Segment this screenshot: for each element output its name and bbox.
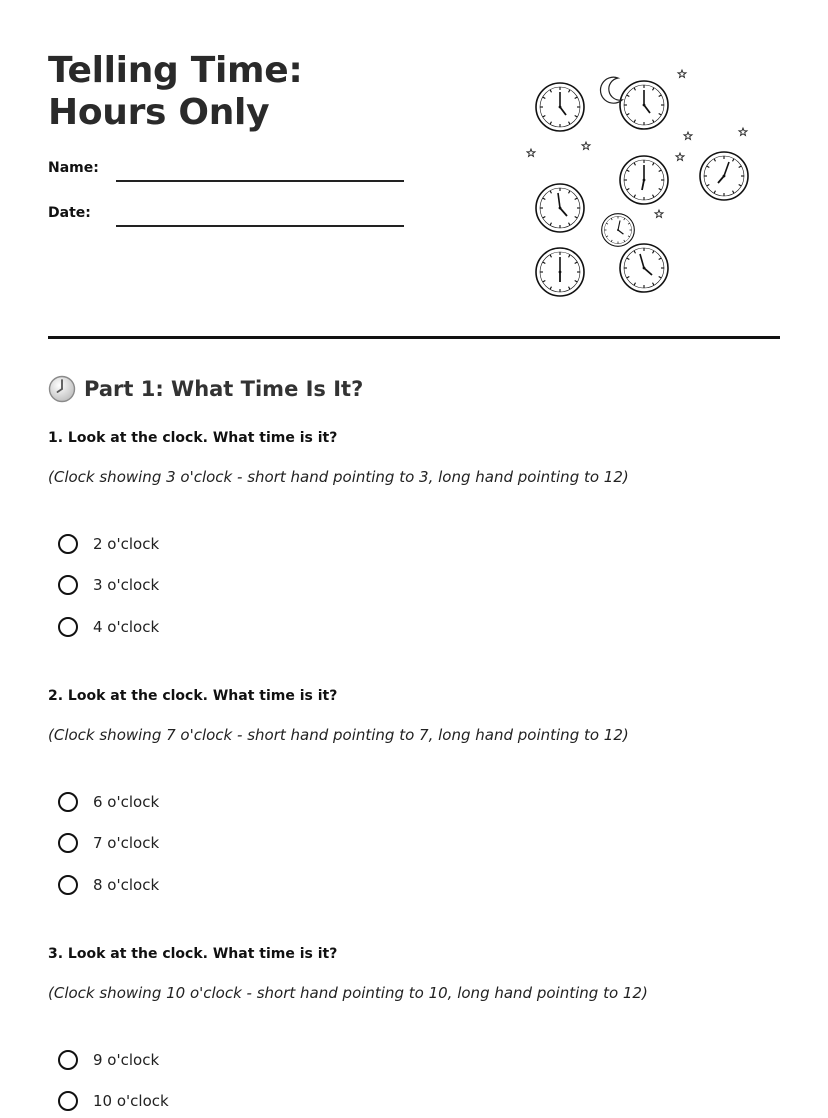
date-field-row	[48, 205, 408, 231]
radio-button[interactable]	[58, 1050, 78, 1070]
page-title: Telling Time: Hours Only	[48, 50, 303, 133]
clock-icon	[602, 214, 635, 247]
clocks-illustration	[526, 64, 766, 304]
answer-option[interactable]	[58, 532, 159, 556]
star-icon	[684, 132, 692, 140]
answer-option[interactable]	[58, 873, 159, 897]
question-prompt: 3. Look at the clock. What time is it?	[48, 946, 338, 962]
answer-option[interactable]	[58, 831, 159, 855]
part1-heading	[48, 374, 363, 404]
date-write-line[interactable]	[116, 225, 404, 227]
radio-button[interactable]	[58, 792, 78, 812]
option-label: 3 o'clock	[93, 576, 160, 594]
question-clock-description: (Clock showing 3 o'clock - short hand pointing to 3, long hand pointing to 12)	[48, 468, 629, 486]
name-field-row	[48, 160, 408, 186]
answer-option[interactable]	[58, 1048, 159, 1072]
moon-icon	[600, 77, 622, 103]
option-label: 7 o'clock	[93, 834, 160, 852]
clock-icon	[620, 81, 668, 129]
radio-button[interactable]	[58, 833, 78, 853]
clock-icon	[48, 375, 76, 403]
star-icon	[676, 153, 684, 161]
option-label: 4 o'clock	[93, 618, 160, 636]
star-icon	[582, 142, 590, 150]
part1-title: Part 1: What Time Is It?	[84, 377, 364, 401]
clock-icon	[536, 83, 584, 131]
answer-option[interactable]	[58, 1089, 169, 1113]
answer-option[interactable]	[58, 573, 159, 597]
clock-icon	[700, 152, 748, 200]
star-icon	[655, 210, 663, 218]
star-icon	[739, 128, 747, 136]
radio-button[interactable]	[58, 1091, 78, 1111]
option-label: 9 o'clock	[93, 1051, 160, 1069]
radio-button[interactable]	[58, 534, 78, 554]
question-clock-description: (Clock showing 7 o'clock - short hand pointing to 7, long hand pointing to 12)	[48, 726, 629, 744]
answer-option[interactable]	[58, 615, 159, 639]
star-icon	[527, 149, 535, 157]
question-clock-description: (Clock showing 10 o'clock - short hand pointing to 10, long hand pointing to 12)	[48, 984, 648, 1002]
clock-icon	[620, 156, 668, 204]
radio-button[interactable]	[58, 617, 78, 637]
radio-button[interactable]	[58, 875, 78, 895]
clock-icon	[536, 184, 584, 232]
worksheet-page	[48, 0, 780, 1118]
clock-icon	[536, 248, 584, 296]
header-divider	[48, 336, 780, 339]
option-label: 8 o'clock	[93, 876, 160, 894]
clock-icon	[620, 244, 668, 292]
option-label: 2 o'clock	[93, 535, 160, 553]
option-label: 6 o'clock	[93, 793, 160, 811]
radio-button[interactable]	[58, 575, 78, 595]
option-label: 10 o'clock	[93, 1092, 169, 1110]
date-label: Date:	[48, 205, 91, 221]
name-label: Name:	[48, 160, 99, 176]
name-write-line[interactable]	[116, 180, 404, 182]
answer-option[interactable]	[58, 790, 159, 814]
question-prompt: 1. Look at the clock. What time is it?	[48, 430, 338, 446]
star-icon	[678, 70, 686, 78]
question-prompt: 2. Look at the clock. What time is it?	[48, 688, 338, 704]
